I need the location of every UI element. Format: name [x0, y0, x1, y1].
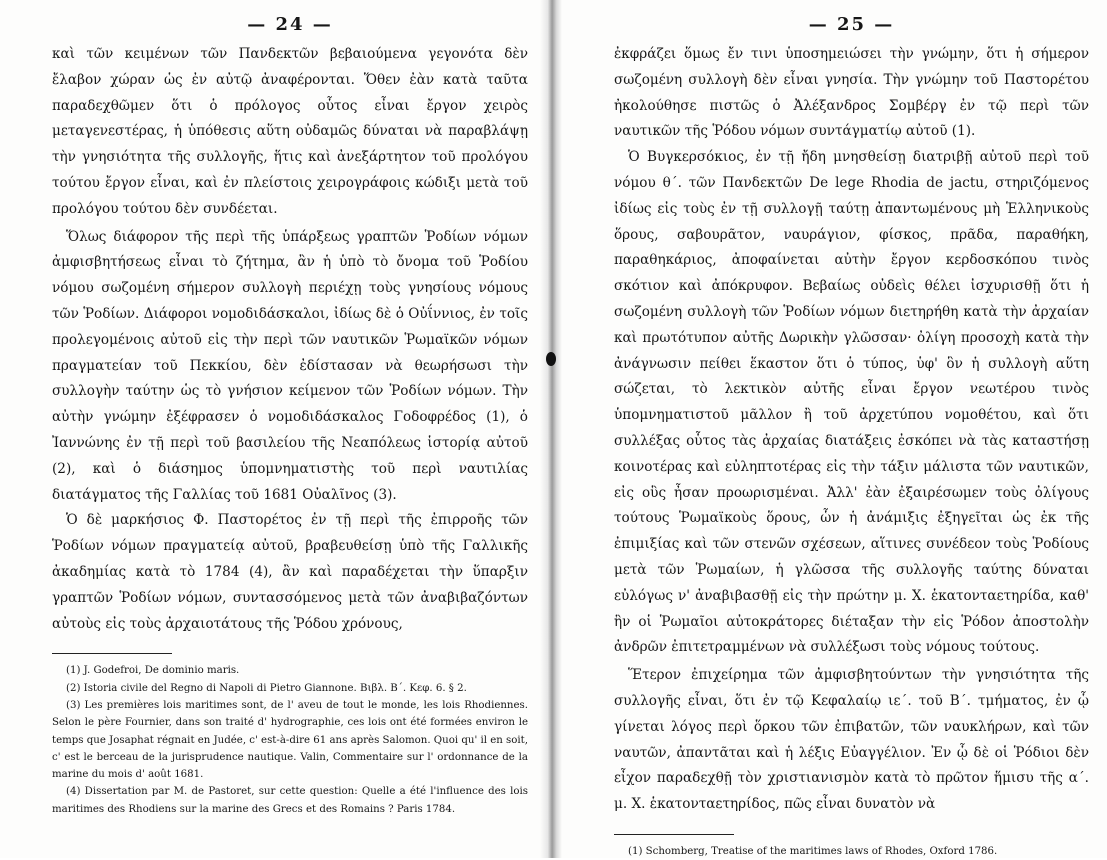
paragraph: ἐκφράζει ὅμως ἔν τινι ὑποσημειώσει τὴν γνώμην, ὅτι ἡ σήμερον σωζομένη συλλογὴ δὲν εἶναι γνησία. Τὴν γνώμην τοῦ Παστορέτου ἠκολούθησε πιστῶς ὁ Ἀλέξανδρος Σομβέργ ἐν τῷ περὶ τῶν ναυτικῶν τῆς Ῥόδου νόμων συντάγματίῳ αὐτοῦ (1).	[614, 46, 1089, 140]
footnote: (1) J. Godefroi, De dominio maris.	[66, 665, 240, 677]
right-page	[562, 0, 1107, 858]
main-text	[52, 42, 528, 637]
footnote: (2) Istoria civile del Regno di Napoli di Pietro Giannone. Βιβλ. Β΄. Κεφ. 6. § 2.	[66, 682, 467, 694]
left-page	[0, 0, 540, 858]
page-number: — 24 —	[247, 14, 333, 35]
footnote-rule	[52, 653, 172, 654]
paragraph: Ὅλως διάφορον τῆς περὶ τῆς ὑπάρξεως γραπτῶν Ῥοδίων νόμων ἀμφισβητήσεως εἶναι τὸ ζήτημα, ἂν ἡ ὑπὸ τὸ ὄνομα τοῦ Ῥοδίου νόμου σωζομένη σήμερον συλλογὴ περιέχῃ τοὺς γνησίους νόμους τῶν Ῥοδίων. Διάφοροι νομοδιδάσκαλοι, ἰδίως δὲ ὁ Οὐΐννιος, ἐν τοῖς προλεγομένοις αὐτοῦ εἰς τὴν περὶ τῶν ναυτικῶν Ῥωμαϊκῶν νόμων πραγματείαν τοῦ Πεκκίου, δὲν ἐδίστασαν νὰ θεωρήσωσι τὴν συλλογὴν ταύτην ὡς τὸ γνήσιον κείμενον τῶν Ῥοδίων νόμων. Τὴν αὐτὴν γνώμην ἐξέφρασεν ὁ νομοδιδάσκαλος Γοδοφρέδος (1), ὁ Ἰαννώνης ἐν τῇ περὶ τοῦ βασιλείου τῆς Νεαπόλεως ἱστορίᾳ αὐτοῦ (2), καὶ ὁ διάσημος ὑπομνηματιστὴς τοῦ περὶ ναυτιλίας διατάγματος τῆς Γαλλίας τοῦ 1681 Οὐαλῖνος (3).	[52, 228, 528, 503]
binding-mark	[546, 352, 556, 366]
paragraph: Ὁ δὲ μαρκήσιος Φ. Παστορέτος ἐν τῇ περὶ τῆς ἐπιρροῆς τῶν Ῥοδίων νόμων πραγματείᾳ αὐτοῦ, βραβευθείσῃ ὑπὸ τῆς Γαλλικῆς ἀκαδημίας κατὰ τὸ 1784 (4), ἂν καὶ παραδέχεται τὴν ὕπαρξιν γραπτῶν Ῥοδίων νόμων, συντασσόμενος μετὰ τῶν ἀναβιβαζόντων αὐτοὺς εἰς τοὺς ἀρχαιοτάτους τῆς Ῥόδου χρόνους,	[52, 512, 528, 632]
footnote: (4) Dissertation par M. de Pastoret, sur cette question: Quelle a été l'influence des lois maritimes des Rhodiens sur la marine des Grecs et des Romains ? Paris 1784.	[52, 786, 528, 815]
paragraph: Ὁ Βυγκερσόκιος, ἐν τῇ ἤδη μνησθείσῃ διατριβῇ αὐτοῦ περὶ τοῦ νόμου θ΄. τῶν Πανδεκτῶν De lege Rhodia de jactu, στηριζόμενος ἰδίως εἰς τοὺς ἐν τῇ συλλογῇ ταύτῃ ἀπαντωμένους μὴ Ἑλληνικοὺς ὅρους, σαβουρᾶτον, ναυράγιον, φίσκος, πρᾶδα, παραθήκη, παραθηκάριος, ἀποφαίνεται αὐτὴν ἔργον κερδοσκόπου τινὸς σκότιον καὶ ἀπόκρυφον. Βεβαίως οὐδεὶς θέλει ἰσχυρισθῇ ὅτι ἡ σωζομένη συλλογὴ τῶν Ῥοδίων νόμων διετηρήθη κατὰ τὴν ἀρχαίαν καὶ πρωτότυπον αὐτῆς Δωρικὴν γλῶσσαν· ὀλίγη προσοχὴ κατὰ τὴν ἀνάγνωσιν πείθει ἕκαστον ὅτι ὁ τύπος, ὑφ' ὃν ἡ συλλογὴ αὕτη σώζεται, τὸ λεκτικὸν αὐτῆς εἶναι ἔργον νεωτέρου τινὸς ὑπομνηματιστοῦ μᾶλλον ἢ τοῦ ἀρχετύπου νομοθέτου, καὶ ὅτι συλλέξας οὗτος τὰς ἀρχαίας διατάξεις ἐσκόπει νὰ τὰς καταστήσῃ κοινοτέρας καὶ εὐληπτοτέρας εἰς τὴν τάξιν μάλιστα τῶν ναυτικῶν, εἰς οὓς ἦσαν προωρισμέναι. Ἀλλ' ἐὰν ἐξαιρέσωμεν τοὺς ὀλίγους τούτους Ῥωμαϊκοὺς ὅρους, ὧν ἡ ἀνάμιξις ἐξηγεῖται ὡς ἐκ τῆς ἐπιμιξίας καὶ τῶν στενῶν σχέσεων, αἵτινες συνέδεον τοὺς Ῥοδίους μετὰ τῶν Ῥωμαίων, ἡ γλῶσσα τῆς συλλογῆς ταύτης δύναται εὐλόγως ν' ἀναβιβασθῇ εἰς τὴν πρώτην μ. Χ. ἑκατονταετηρίδα, καθ' ἣν οἱ Ῥωμαῖοι αὐτοκράτορες διέταξαν τὴν εἰς Ῥόδον ἀποστολὴν ἀνδρῶν ἐπιτετραμμένων νὰ συλλέξωσι τοὺς νόμους τούτους.	[614, 149, 1089, 656]
page-number: — 25 —	[808, 14, 895, 35]
paragraph: καὶ τῶν κειμένων τῶν Πανδεκτῶν βεβαιούμενα γεγονότα δὲν ἔλαβον χώραν ὡς ἐν αὐτῷ ἀναφέρονται. Ὅθεν ἐὰν κατὰ ταῦτα παραδεχθῶμεν ὅτι ὁ πρόλογος οὗτος εἶναι ἔργον χειρὸς μεταγενεστέρας, ἡ ὑπόθεσις αὕτη οὐδαμῶς δύναται νὰ παραβλάψῃ τὴν γνησιότητα τῆς συλλογῆς, ἥτις καὶ ἀνεξάρτητον τοῦ προλόγου τούτου ἔργον εἶναι, καὶ ἐν πλείστοις χειρογράφοις κώδιξι μετὰ τοῦ προλόγου τούτου δὲν συνδέεται.	[52, 46, 528, 217]
book-gutter	[540, 0, 562, 858]
paragraph: Ἕτερον ἐπιχείρημα τῶν ἀμφισβητούντων τὴν γνησιότητα τῆς συλλογῆς εἶναι, ὅτι ἐν τῷ Κεφαλαίῳ ιε΄. τοῦ Β΄. τμήματος, ἐν ᾧ γίνεται λόγος περὶ ὅρκου τῶν ἐπιβατῶν, τῶν ναυκλήρων, καὶ τῶν ναυτῶν, ἀπαντᾶται καὶ ἡ λέξις Εὐαγγέλιον. Ἐν ᾧ δὲ οἱ Ῥόδιοι δὲν εἶχον παραδεχθῇ τὸν χριστιανισμὸν κατὰ τὸ πρῶτον ἥμισυ τῆς α΄. μ. Χ. ἑκατονταετηρίδος, πῶς εἶναι δυνατὸν νὰ	[614, 667, 1089, 813]
footnotes	[52, 662, 528, 818]
footnotes	[614, 843, 1089, 860]
footnote: (3) Les premières lois maritimes sont, de l' aveu de tout le monde, les lois Rhodiennes. Selon le père Fournier, dans son traité d' hydrographie, ces lois ont été formées environ le temps que Josaphat régnait en Judée, c' est-à-dire 61 ans après Salomon. Quoi qu' il en soit, c' est le berceau de la jurisprudence nautique. Valin, Commentaire sur l' ordonnance de la marine du mois d' août 1681.	[52, 699, 529, 781]
main-text	[614, 42, 1089, 818]
footnote-rule	[614, 834, 734, 835]
footnote: (1) Schomberg, Treatise of the maritimes laws of Rhodes, Oxford 1786.	[628, 845, 998, 857]
